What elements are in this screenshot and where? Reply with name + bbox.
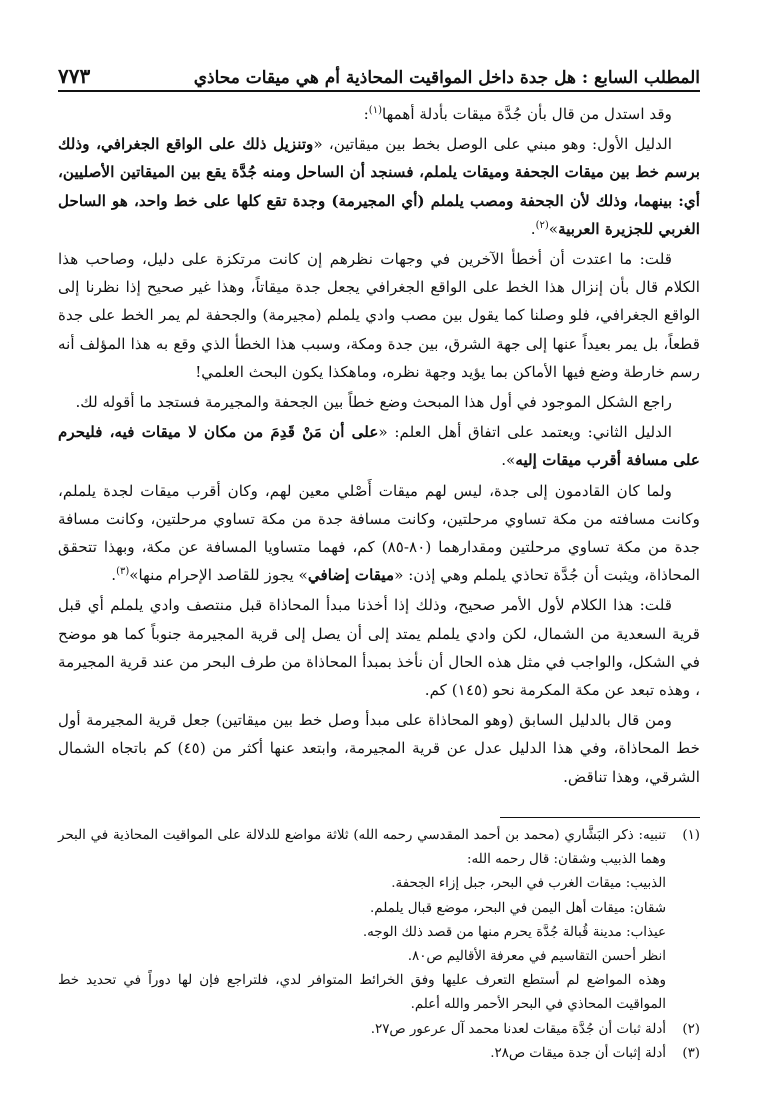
intro-text: وقد استدل من قال بأن جُدَّة ميقات بأدلة أهمها [381, 105, 672, 123]
footnote-1-line: وهذه المواضع لم أستطع التعرف عليها وفق الخرائط المتوافر لدي، فلتراجع فإن لها دوراً في تحديد خط المواقيت المحاذي في البحر الأحمر والله أعلم. [58, 973, 666, 1013]
second-evidence-quote: على أن مَنْ قَدِمَ من مكان لا ميقات فيه، فليحرم على مسافة أقرب ميقات إليه [58, 423, 700, 470]
response-2-text: قلت: هذا الكلام لأول الأمر صحيح، وذلك إذا أخذنا مبدأ المحاذاة قبل منتصف وادي يلملم أي قبل قرية السعدية من الشمال، لكن وادي يلملم يمتد إلى أن يصل إلى قرية المجيرمة جنوباً كما هو موضح في الشكل، والواجب في مثل هذه الحال أن نأخذ بمبدأ المحاذاة من طرف البحر من عند قرية المجيرمة ، وهذه تبعد عن مكة المكرمة نحو (١٤٥) كم. [58, 596, 700, 700]
paragraph-response-1 [58, 245, 700, 386]
paragraph-refer-figure [58, 388, 700, 416]
footnotes [58, 824, 700, 1066]
quote-close: » [548, 219, 559, 238]
footnote-3 [58, 1042, 700, 1066]
footnote-1-number: (١) [682, 828, 700, 843]
footnote-ref-1: (١) [368, 104, 382, 116]
paragraph-first-evidence [58, 130, 700, 243]
distance-text: ولما كان القادمون إلى جدة، ليس لهم ميقات أَصْلي معين لهم، وكان أقرب ميقات لجدة يلملم، وكانت مسافته من مكة تساوي مرحلتين، وكانت مسافة جدة من مكة تساوي مرحلتين، وكانت مسافة جدة من مكة تساوي مرحلتين ومقدارهما (٨٠-٨٥) كم، فهما متساويا المسافة عن مكة، وبهذا تتحقق المحاذاة، ويثبت أن جُدَّة تحاذي يلملم وهي إذن: « [58, 481, 700, 585]
footnote-1 [58, 824, 700, 1018]
paragraph-distance [58, 477, 700, 590]
additional-miqat-term: ميقات إضافي [307, 566, 395, 585]
distance-text-end: » يجوز للقاصد الإحرام منها» [129, 566, 308, 585]
footnote-1-line: انظر أحسن التقاسيم في معرفة الأقاليم ص٨٠. [407, 949, 666, 965]
paragraph-response-2 [58, 591, 700, 704]
footnote-separator [500, 817, 700, 818]
quote-close: ». [501, 451, 516, 470]
footnote-1-line: تنبيه: ذكر البَشَّاري (محمد بن أحمد المقدسي رحمه الله) ثلاثة مواضع للدلالة على المواقيت المحاذية في البحر وهما الذبيب وشقان: قال رحمه الله: [58, 828, 666, 868]
paragraph-intro [58, 100, 700, 128]
footnote-1-line: شقان: ميقات أهل اليمن في البحر، موضع قبال يلملم. [370, 900, 666, 916]
first-evidence-quote: وتنزيل ذلك على الواقع الجغرافي، وذلك برسم خط بين ميقات الجحفة وميقات يلملم، فسنجد أن الساحل ومنه جُدَّة يقع بين الميقاتين الأصليين، أي: بينهما، وذلك لأن الجحفة ومصب يلملم (أي المجيرمة) وجدة تقع كلها على خط واحد، هو الساحل الغربي للجزيرة العربية [58, 135, 700, 238]
paragraph-contradiction [58, 706, 700, 791]
footnote-ref-2: (٢) [535, 219, 549, 231]
page-number: ٧٧٣ [58, 64, 91, 88]
footnote-2-text: أدلة ثبات أن جُدَّة ميقات لعدنا محمد آل عرعور ص٢٧. [370, 1021, 666, 1037]
section-title: المطلب السابع : هل جدة داخل المواقيت المحاذية أم هي ميقات محاذي [193, 68, 700, 88]
refer-figure-text: راجع الشكل الموجود في أول هذا المبحث وضع خطاً بين الجحفة والمجيرمة فستجد ما أقوله لك. [75, 393, 672, 412]
footnote-1-line: الذبيب: ميقات الغرب في البحر، جبل إزاء الجحفة. [391, 876, 666, 892]
footnote-1-line: عيذاب: مدينة قُبالة جُدَّة يحرم منها من قصد ذلك الوجه. [362, 924, 666, 940]
footnote-2 [58, 1018, 700, 1042]
period: . [530, 219, 536, 238]
footnote-3-number: (٣) [682, 1045, 700, 1061]
contradiction-text: ومن قال بالدليل السابق (وهو المحاذاة على مبدأ وصل خط بين ميقاتين) جعل قرية المجيرمة أول خط المحاذاة، وفي هذا الدليل عدل عن قرية المجيرمة، وابتعد عنها أكثر من (٤٥) كم باتجاه الشمال الشرقي، وهذا تناقض. [58, 711, 700, 786]
paragraph-second-evidence [58, 418, 700, 474]
main-text [58, 100, 700, 793]
page-header [58, 60, 700, 92]
period: . [111, 566, 117, 585]
footnote-3-text: أدلة إثبات أن جدة ميقات ص٢٨. [490, 1045, 666, 1061]
response-1-text: قلت: ما اعتدت أن أخطأ الآخرين في وجهات نظرهم إن كانت مرتكزة على دليل، وصاحب هذا الكلام قال بأن إنزال هذا الخط على الواقع الجغرافي يجعل جدة ميقاتاً، وهذا غير صحيح إذا نظرنا إلى الواقع الجغرافي، فلو وصلنا كما يقول بين مصب وادي يلملم (مجيرمة) والجحفة لم يمر الخط على جدة قطعاً، بل يمر بعيداً عنها إلى جهة الشرق، بين جدة ومكة، وسبب هذا الخطأ الذي وقع به هذا المؤلف أنه رسم خارطة وضع فيها الأماكن بما يؤيد وجهة نظره، وماهكذا يكون البحث العلمي! [58, 250, 700, 381]
intro-colon: : [363, 105, 369, 123]
first-evidence-intro: الدليل الأول: وهو مبني على الوصل بخط بين ميقاتين، « [313, 135, 673, 154]
footnote-ref-3: (٣) [116, 566, 130, 578]
second-evidence-intro: الدليل الثاني: ويعتمد على اتفاق أهل العلم: « [378, 423, 672, 442]
footnote-2-number: (٢) [682, 1021, 700, 1037]
